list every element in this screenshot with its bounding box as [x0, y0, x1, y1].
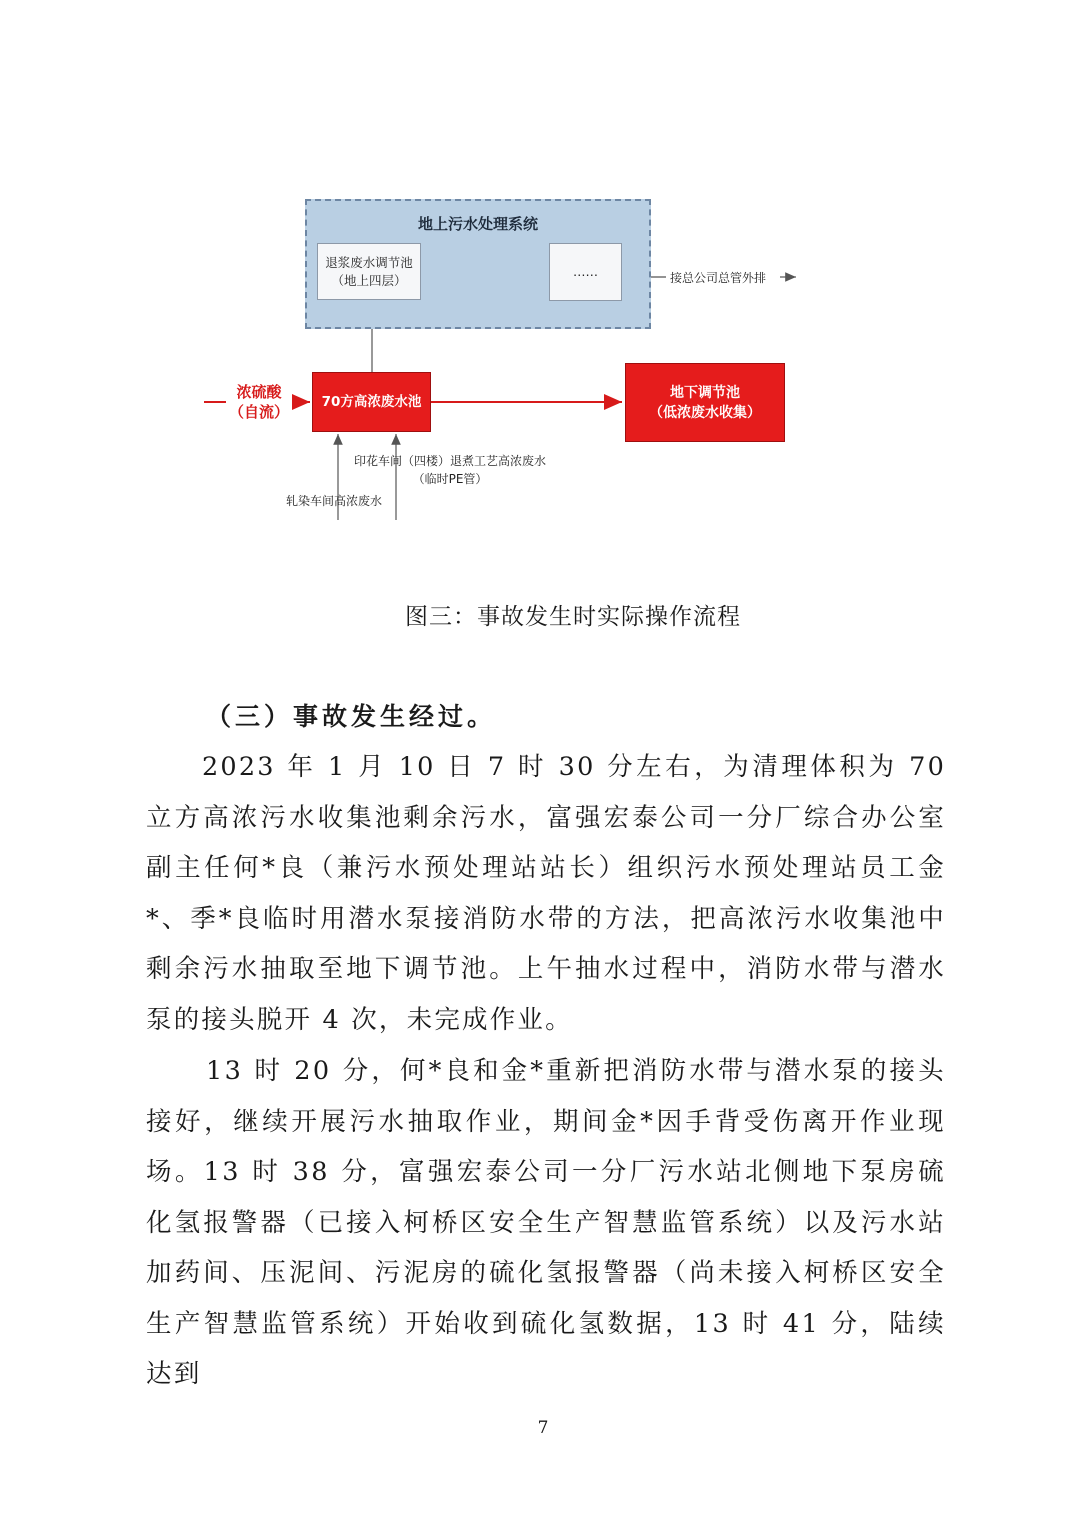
page-number: 7 [537, 1418, 549, 1438]
adjust-pool-floor: （地上四层） [331, 272, 407, 288]
desizing-adjust-pool-box [317, 243, 421, 300]
paragraph-1: 2023 年 1 月 10 日 7 时 30 分左右，为清理体积为 70 立方高浓污水收集池剩余污水，富强宏泰公司一分厂综合办公室副主任何*良（兼污水预处理站站长）组织污水预处理站员工金*、季*良临时用潜水泵接消防水带的方法，把高浓污水收集池中剩余污水抽取至地下调节池。上午抽水过程中，消防水带与潜水泵的接头脱开 4 次，未完成作业。 [146, 752, 946, 1035]
printing-label-pipe: （临时PE管） [412, 472, 488, 486]
ellipsis-text: …… [573, 264, 598, 279]
acid-label [226, 382, 292, 422]
dyeing-workshop-label: 轧染车间高浓废水 [286, 494, 383, 508]
underground-pool-note: （低浓废水收集） [649, 404, 761, 421]
paragraph-2: 13 时 20 分，何*良和金*重新把消防水带与潜水泵的接头接好，继续开展污水抽取作业，期间金*因手背受伤离开作业现场。13 时 38 分，富强宏泰公司一分厂污水站北侧地下泵房硫化氢报警器（已接入柯桥区安全生产智慧监管系统）以及污水站加药间、压泥间、污泥房的硫化氢报警器（尚未接入柯桥区安全生产智慧监管系统）开始收到硫化氢数据，13 时 41 分，陆续达到 [146, 1056, 946, 1389]
underground-pool-name: 地下调节池 [670, 384, 740, 401]
high-concentration-pool-box [312, 372, 431, 432]
pool70-label: 70方高浓废水池 [321, 394, 422, 410]
underground-adjust-pool-box [625, 363, 785, 442]
printing-label-main: 印花车间（四楼）退煮工艺高浓废水 [354, 454, 547, 468]
system-title: 地上污水处理系统 [417, 215, 538, 233]
process-flow-diagram [0, 0, 1080, 560]
acid-label-name: 浓硫酸 [236, 383, 282, 401]
printing-workshop-label [354, 452, 546, 488]
ellipsis-box [549, 243, 622, 301]
figure-caption: 图三：事故发生时实际操作流程 [405, 604, 741, 630]
discharge-label: 接总公司总管外排 [670, 271, 767, 285]
section-heading: （三）事故发生经过。 [206, 702, 497, 731]
acid-label-note: （自流） [228, 403, 289, 421]
adjust-pool-name: 退浆废水调节池 [325, 254, 413, 270]
